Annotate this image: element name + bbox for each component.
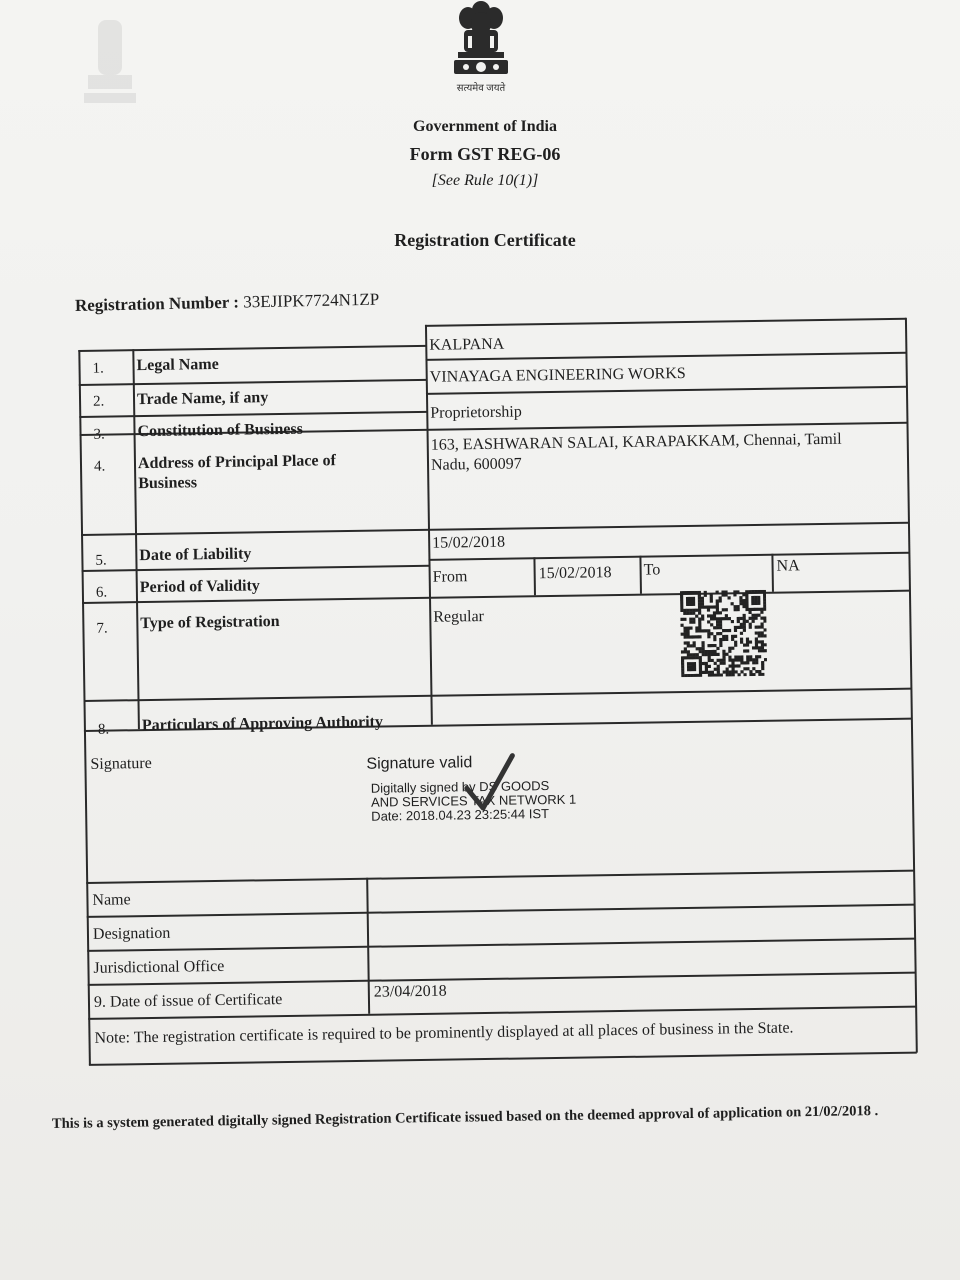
liability-date-label: Date of Liability: [139, 545, 252, 565]
display-note: Note: The registration certificate is required to be prominently displayed at all places of business in the State.: [94, 1019, 794, 1047]
row-number: 6.: [95, 584, 108, 601]
row-number: 5.: [95, 552, 107, 569]
registration-number: [75, 290, 380, 316]
emblem-motto: सत्यमेव जयते: [456, 83, 506, 94]
signature-status: Signature valid: [366, 754, 473, 773]
constitution-label: Constitution of Business: [137, 420, 303, 441]
validity-from-value: 15/02/2018: [538, 564, 612, 583]
footer-statement: This is a system generated digitally signed Registration Certificate issued based on the deemed approval of application on 21/02/2018 .: [51, 1103, 879, 1132]
trade-name-label: Trade Name, if any: [136, 389, 269, 409]
registration-number-label: Registration Number :: [74, 292, 240, 315]
trade-name-value: VINAYAGA ENGINEERING WORKS: [429, 364, 686, 386]
government-title: Government of India: [413, 118, 557, 135]
validity-from-label: From: [432, 568, 468, 586]
row-number: 3.: [93, 426, 105, 443]
address-label-line1: Address of Principal Place of: [137, 452, 336, 473]
constitution-value: Proprietorship: [430, 403, 522, 422]
approving-authority-label: Particulars of Approving Authority: [141, 713, 384, 735]
registration-type-label: Type of Registration: [140, 613, 280, 633]
row-number: 7.: [96, 620, 108, 637]
address-label-line2: Business: [138, 474, 198, 493]
certificate-title: Registration Certificate: [394, 230, 576, 250]
address-value-line2: Nadu, 600097: [430, 455, 522, 474]
row-number: 8.: [97, 721, 110, 738]
row-number: 2.: [92, 393, 105, 410]
registration-table: [78, 318, 919, 1048]
address-value-line1: 163, EASHWARAN SALAI, KARAPAKKAM, Chennai, Tamil: [430, 430, 842, 454]
signature-line2: AND SERVICES TAX NETWORK 1: [370, 791, 577, 810]
row-number: 4.: [93, 458, 106, 475]
legal-name-value: KALPANA: [429, 335, 505, 354]
registration-number-value: 33EJIPK7724N1ZP: [243, 289, 380, 312]
qr-code-icon: [680, 590, 767, 677]
ghost-emblem-icon: [80, 15, 140, 110]
national-emblem-icon: [444, 0, 518, 80]
signature-valid-check-icon: [462, 750, 519, 817]
signature-label: Signature: [90, 754, 152, 773]
rule-reference: [See Rule 10(1)]: [431, 172, 539, 189]
issue-date-value: 23/04/2018: [373, 982, 447, 1001]
form-name: Form GST REG-06: [409, 144, 561, 164]
validity-label: Period of Validity: [139, 577, 260, 597]
validity-to-label: To: [643, 561, 661, 579]
jurisdictional-office-label: Jurisdictional Office: [93, 957, 225, 977]
signature-line3: Date: 2018.04.23 23:25:44 IST: [371, 806, 550, 824]
registration-type-value: Regular: [433, 608, 485, 626]
issue-date-label: 9. Date of issue of Certificate: [93, 991, 283, 1011]
authority-name-label: Name: [92, 891, 131, 909]
row-number: 1.: [92, 360, 104, 377]
authority-designation-label: Designation: [92, 924, 171, 943]
liability-date-value: 15/02/2018: [432, 533, 506, 552]
signature-line1: Digitally signed by DS GOODS: [370, 778, 550, 796]
legal-name-label: Legal Name: [136, 355, 219, 375]
validity-to-value: NA: [776, 557, 800, 575]
